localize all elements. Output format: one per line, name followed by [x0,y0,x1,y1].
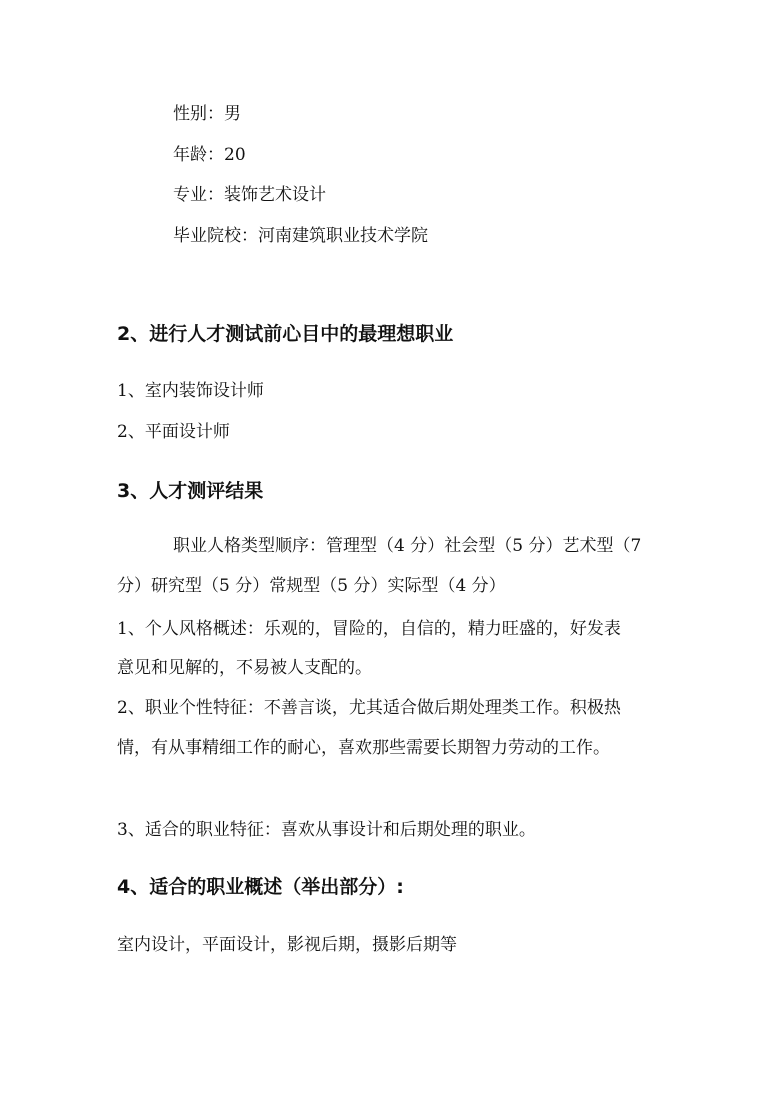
age-line: 年龄：20 [173,145,246,165]
suitable-career-traits: 3、适合的职业特征：喜欢从事设计和后期处理的职业。 [117,820,536,840]
personal-style-line2: 意见和见解的，不易被人支配的。 [117,658,372,678]
section3-heading: 3、人才测评结果 [117,480,264,502]
gender-line: 性别：男 [173,104,241,124]
personal-style-line1: 1、个人风格概述：乐观的，冒险的，自信的，精力旺盛的，好发表 [117,619,621,639]
section4-heading: 4、适合的职业概述（举出部分）: [117,876,404,898]
career-personality-line2: 情，有从事精细工作的耐心，喜欢那些需要长期智力劳动的工作。 [117,738,610,758]
ideal-job-item-2: 2、平面设计师 [117,422,230,442]
personality-order-line2: 分）研究型（5 分）常规型（5 分）实际型（4 分） [117,576,506,596]
personality-order-line1: 职业人格类型顺序：管理型（4 分）社会型（5 分）艺术型（7 [173,536,642,556]
major-line: 专业：装饰艺术设计 [173,185,326,205]
section2-heading: 2、进行人才测试前心目中的最理想职业 [117,323,454,345]
ideal-job-item-1: 1、室内装饰设计师 [117,381,264,401]
career-personality-line1: 2、职业个性特征：不善言谈，尤其适合做后期处理类工作。积极热 [117,698,621,718]
school-line: 毕业院校：河南建筑职业技术学院 [173,226,428,246]
suitable-careers-content: 室内设计，平面设计，影视后期，摄影后期等 [117,935,457,955]
